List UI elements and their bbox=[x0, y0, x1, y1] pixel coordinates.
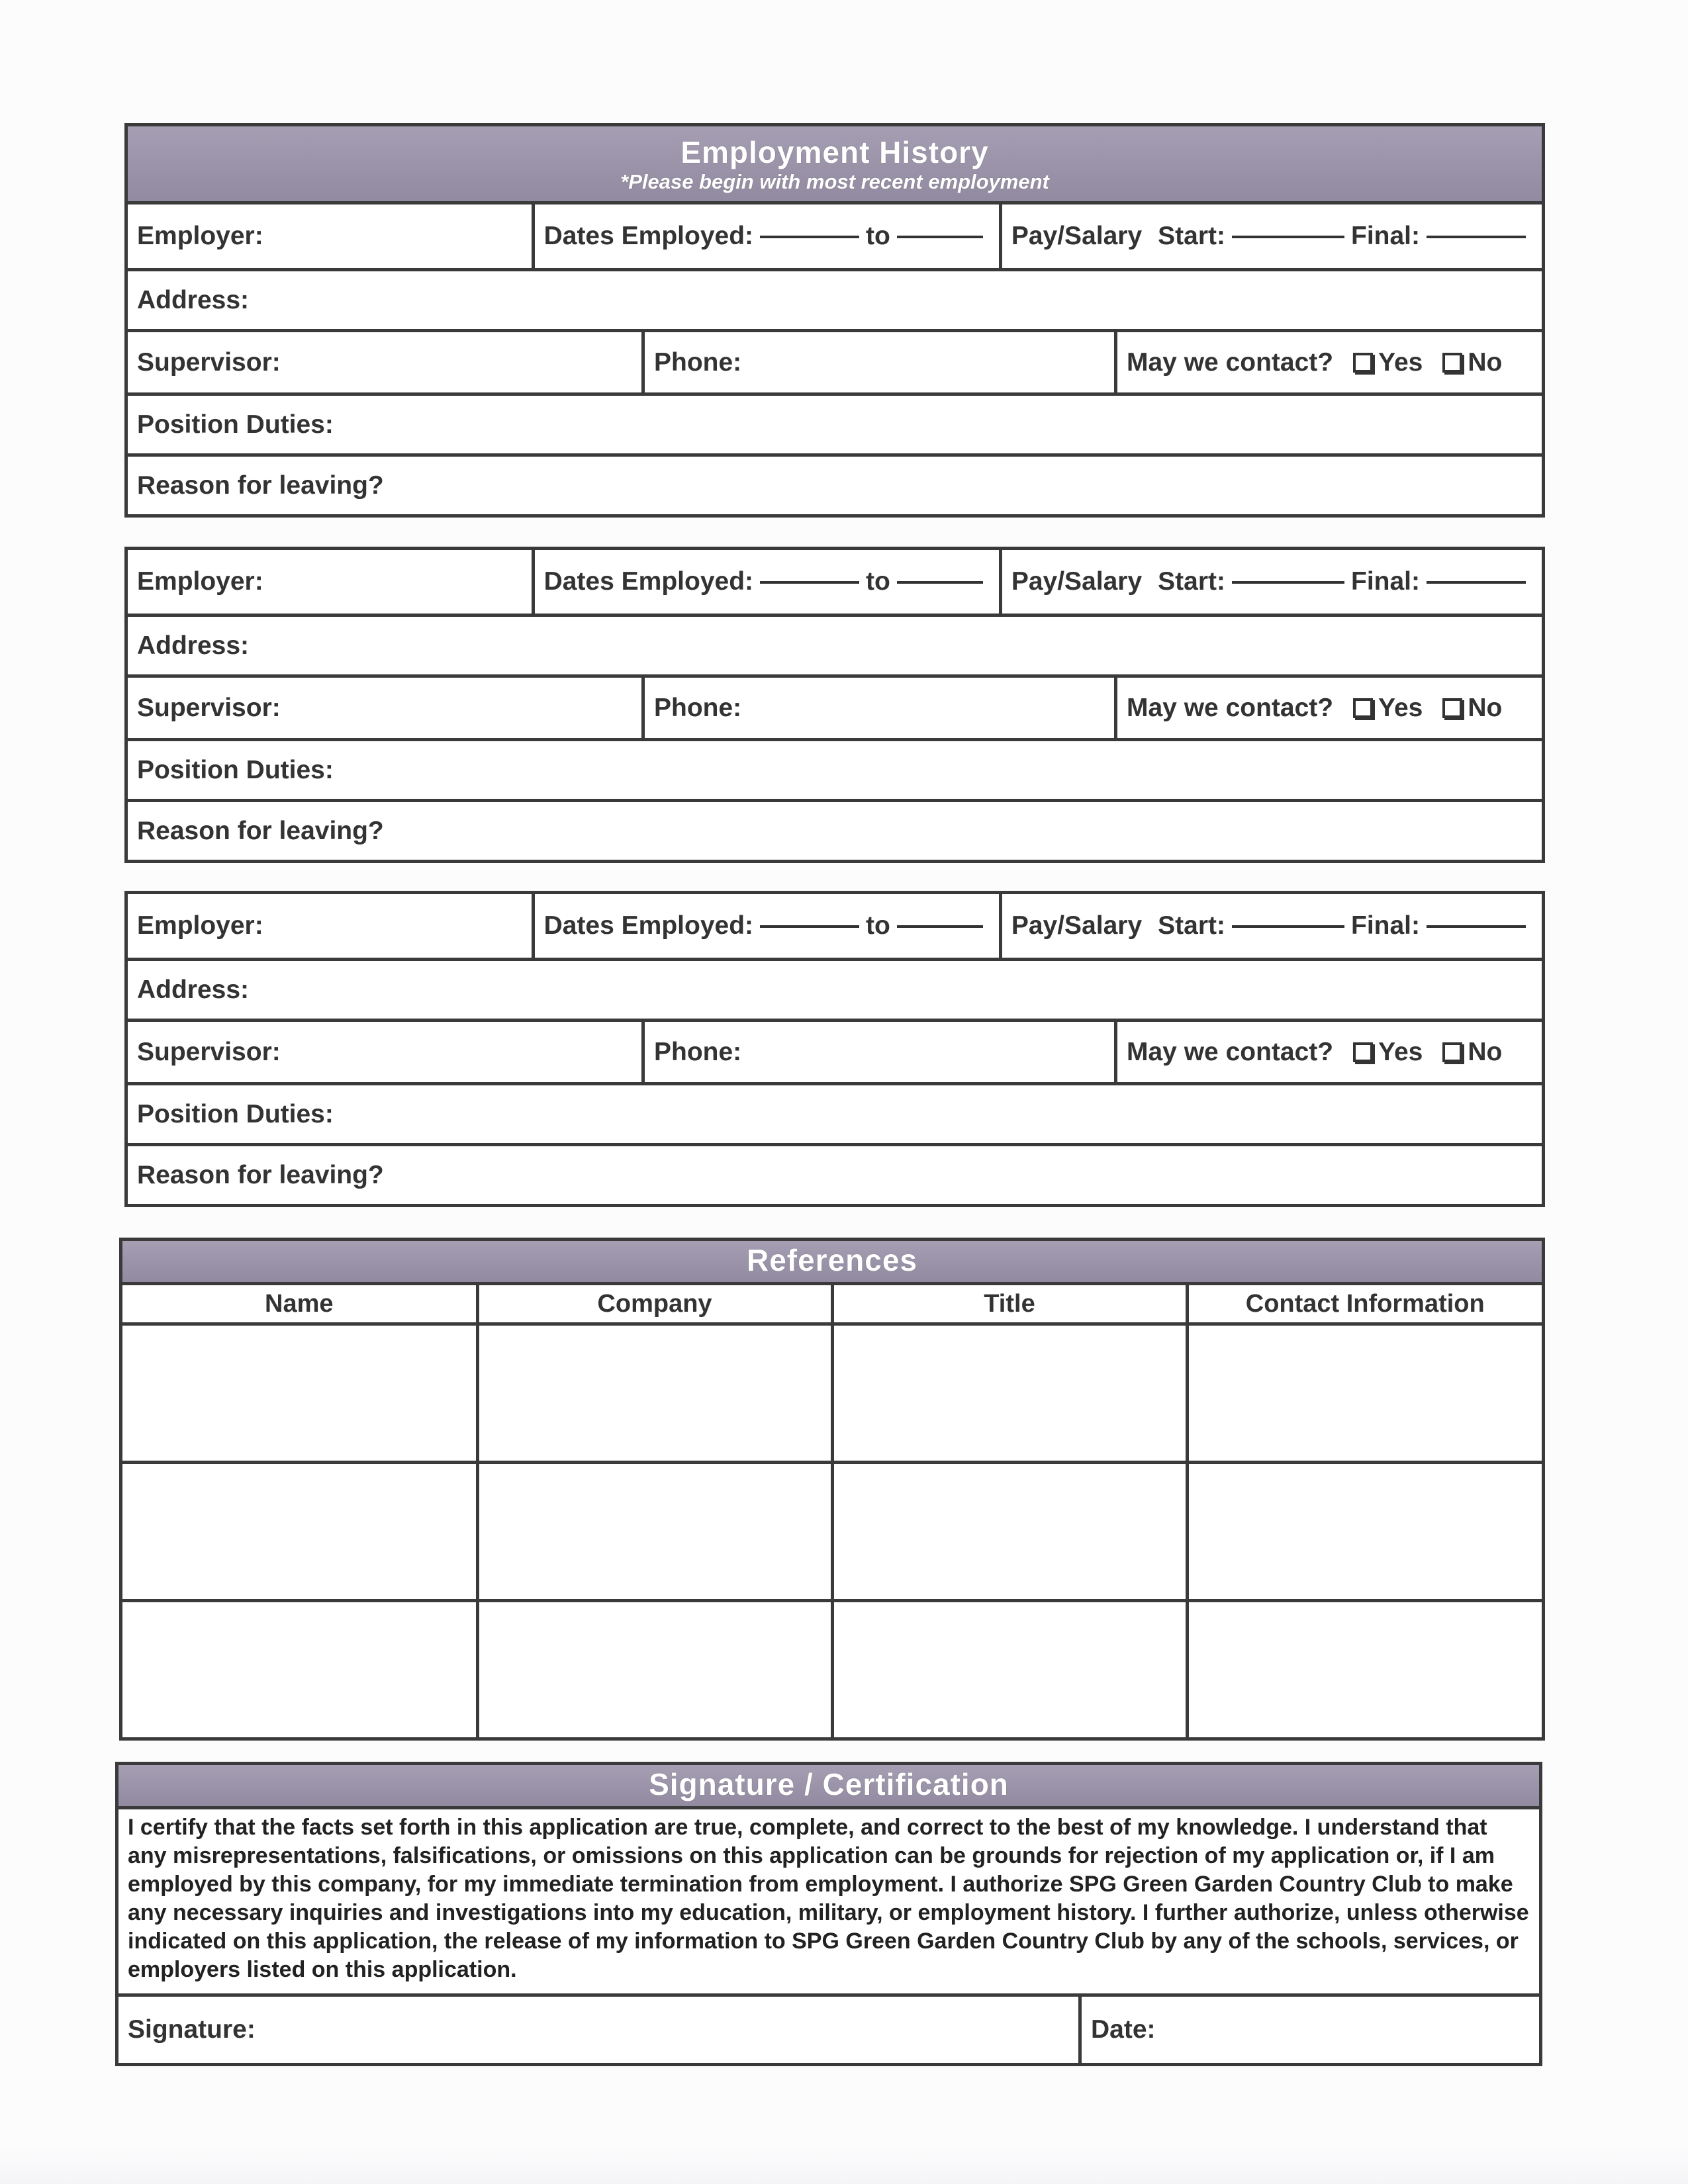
date-from-blank[interactable] bbox=[760, 235, 859, 238]
dates-employed-label: Dates Employed: bbox=[543, 911, 754, 940]
column-header-company: Company bbox=[477, 1285, 832, 1324]
reference-company-cell[interactable] bbox=[477, 1463, 832, 1601]
no-checkbox[interactable] bbox=[1442, 1042, 1462, 1062]
address-label: Address: bbox=[137, 975, 250, 1004]
column-header-contact-information: Contact Information bbox=[1187, 1285, 1542, 1324]
employer-field[interactable] bbox=[128, 550, 532, 614]
signature-label: Signature: bbox=[128, 2015, 256, 2044]
yes-label: Yes bbox=[1378, 347, 1423, 377]
reference-contact-cell[interactable] bbox=[1187, 1463, 1542, 1601]
certification-header bbox=[118, 1765, 1539, 1809]
start-label: Start: bbox=[1158, 911, 1225, 940]
reference-company-cell[interactable] bbox=[477, 1324, 832, 1463]
to-label: to bbox=[866, 911, 890, 940]
reference-row bbox=[122, 1601, 1542, 1738]
address-field[interactable] bbox=[128, 271, 1542, 329]
phone-field[interactable] bbox=[641, 1022, 1114, 1082]
employer-field[interactable] bbox=[128, 894, 532, 958]
start-label: Start: bbox=[1158, 222, 1225, 250]
date-to-blank[interactable] bbox=[897, 235, 983, 238]
employment-block-2 bbox=[124, 547, 1545, 863]
address-label: Address: bbox=[137, 631, 250, 660]
date-field[interactable] bbox=[1078, 1997, 1539, 2063]
yes-checkbox[interactable] bbox=[1353, 353, 1373, 373]
phone-label: Phone: bbox=[654, 347, 742, 377]
position-duties-label: Position Duties: bbox=[137, 410, 334, 439]
pay-salary-field[interactable] bbox=[999, 894, 1542, 958]
no-label: No bbox=[1468, 347, 1503, 377]
yes-checkbox[interactable] bbox=[1353, 1042, 1373, 1062]
may-we-contact-label: May we contact? bbox=[1127, 347, 1334, 377]
employer-label: Employer: bbox=[137, 222, 263, 250]
date-to-blank[interactable] bbox=[897, 580, 983, 584]
supervisor-label: Supervisor: bbox=[137, 1037, 281, 1066]
supervisor-field[interactable] bbox=[128, 678, 641, 738]
column-header-title: Title bbox=[832, 1285, 1187, 1324]
reference-title-cell[interactable] bbox=[832, 1324, 1187, 1463]
phone-field[interactable] bbox=[641, 678, 1114, 738]
employer-label: Employer: bbox=[137, 567, 263, 596]
position-duties-field[interactable] bbox=[128, 396, 1542, 453]
no-label: No bbox=[1468, 1037, 1503, 1066]
supervisor-label: Supervisor: bbox=[137, 693, 281, 722]
to-label: to bbox=[866, 222, 890, 250]
address-field[interactable] bbox=[128, 617, 1542, 674]
reference-name-cell[interactable] bbox=[122, 1463, 477, 1601]
final-pay-blank[interactable] bbox=[1427, 580, 1526, 584]
references-table bbox=[122, 1285, 1542, 1737]
may-we-contact-field bbox=[1114, 678, 1542, 738]
pay-salary-field[interactable] bbox=[999, 550, 1542, 614]
date-label: Date: bbox=[1091, 2015, 1156, 2044]
reference-title-cell[interactable] bbox=[832, 1463, 1187, 1601]
reference-name-cell[interactable] bbox=[122, 1324, 477, 1463]
reason-for-leaving-field[interactable] bbox=[128, 1146, 1542, 1204]
final-pay-blank[interactable] bbox=[1427, 235, 1526, 238]
address-field[interactable] bbox=[128, 961, 1542, 1019]
reason-for-leaving-field[interactable] bbox=[128, 457, 1542, 514]
supervisor-field[interactable] bbox=[128, 1022, 641, 1082]
dates-employed-field[interactable] bbox=[532, 205, 999, 268]
may-we-contact-label: May we contact? bbox=[1127, 1037, 1334, 1066]
column-header-name: Name bbox=[122, 1285, 477, 1324]
yes-label: Yes bbox=[1378, 1037, 1423, 1066]
employment-history-header bbox=[128, 126, 1542, 205]
position-duties-label: Position Duties: bbox=[137, 755, 334, 784]
pay-salary-label: Pay/Salary bbox=[1011, 222, 1143, 250]
yes-checkbox[interactable] bbox=[1353, 698, 1373, 718]
references-header bbox=[122, 1241, 1542, 1285]
may-we-contact-field bbox=[1114, 332, 1542, 392]
no-checkbox[interactable] bbox=[1442, 353, 1462, 373]
employment-history-subtitle: *Please begin with most recent employment bbox=[620, 170, 1049, 193]
reference-row bbox=[122, 1463, 1542, 1601]
may-we-contact-field bbox=[1114, 1022, 1542, 1082]
certification-statement: I certify that the facts set forth in this application are true, complete, and correct to the best of my knowledge. I understand that any misrepresentations, falsifications, or omissions on this application can be grounds for rejection of my application or, if I am employed by this company, for my immediate termination from employment. I authorize SPG Green Garden Country Club to make any necessary inquiries and investigations into my education, military, or employment history. I further authorize, unless otherwise indicated on this application, the release of my information to SPG Green Garden Country Club by any of the schools, services, or employers listed on this application. bbox=[118, 1809, 1539, 1997]
reason-for-leaving-label: Reason for leaving? bbox=[137, 471, 384, 500]
yes-label: Yes bbox=[1378, 693, 1423, 722]
employment-block-3 bbox=[124, 891, 1545, 1207]
final-pay-blank[interactable] bbox=[1427, 925, 1526, 928]
references-section bbox=[119, 1238, 1545, 1741]
supervisor-label: Supervisor: bbox=[137, 347, 281, 377]
to-label: to bbox=[866, 567, 890, 596]
reason-for-leaving-label: Reason for leaving? bbox=[137, 816, 384, 845]
dates-employed-label: Dates Employed: bbox=[543, 567, 754, 596]
references-title: References bbox=[746, 1243, 918, 1277]
reason-for-leaving-field[interactable] bbox=[128, 802, 1542, 860]
start-pay-blank[interactable] bbox=[1232, 235, 1344, 238]
phone-label: Phone: bbox=[654, 693, 742, 722]
signature-field[interactable] bbox=[118, 1997, 1078, 2063]
employer-label: Employer: bbox=[137, 911, 263, 940]
pay-salary-label: Pay/Salary bbox=[1011, 911, 1143, 940]
certification-section bbox=[115, 1762, 1542, 2066]
position-duties-field[interactable] bbox=[128, 1085, 1542, 1143]
date-from-blank[interactable] bbox=[760, 925, 859, 928]
scan-edge bbox=[0, 2144, 1688, 2184]
final-label: Final: bbox=[1351, 911, 1420, 940]
position-duties-label: Position Duties: bbox=[137, 1099, 334, 1128]
position-duties-field[interactable] bbox=[128, 741, 1542, 799]
reference-company-cell[interactable] bbox=[477, 1601, 832, 1738]
pay-salary-field[interactable] bbox=[999, 205, 1542, 268]
supervisor-field[interactable] bbox=[128, 332, 641, 392]
no-checkbox[interactable] bbox=[1442, 698, 1462, 718]
final-label: Final: bbox=[1351, 567, 1420, 596]
certification-title: Signature / Certification bbox=[649, 1767, 1009, 1801]
phone-field[interactable] bbox=[641, 332, 1114, 392]
start-label: Start: bbox=[1158, 567, 1225, 596]
address-label: Address: bbox=[137, 285, 250, 314]
start-pay-blank[interactable] bbox=[1232, 580, 1344, 584]
date-from-blank[interactable] bbox=[760, 580, 859, 584]
reference-row bbox=[122, 1324, 1542, 1463]
dates-employed-field[interactable] bbox=[532, 550, 999, 614]
reference-name-cell[interactable] bbox=[122, 1601, 477, 1738]
may-we-contact-label: May we contact? bbox=[1127, 693, 1334, 722]
employer-field[interactable] bbox=[128, 205, 532, 268]
final-label: Final: bbox=[1351, 222, 1420, 250]
start-pay-blank[interactable] bbox=[1232, 925, 1344, 928]
no-label: No bbox=[1468, 693, 1503, 722]
reason-for-leaving-label: Reason for leaving? bbox=[137, 1160, 384, 1189]
dates-employed-field[interactable] bbox=[532, 894, 999, 958]
reference-contact-cell[interactable] bbox=[1187, 1324, 1542, 1463]
reference-title-cell[interactable] bbox=[832, 1601, 1187, 1738]
employment-history-section bbox=[124, 123, 1545, 518]
date-to-blank[interactable] bbox=[897, 925, 983, 928]
pay-salary-label: Pay/Salary bbox=[1011, 567, 1143, 596]
dates-employed-label: Dates Employed: bbox=[543, 222, 754, 250]
phone-label: Phone: bbox=[654, 1037, 742, 1066]
employment-history-title: Employment History bbox=[680, 135, 989, 169]
reference-contact-cell[interactable] bbox=[1187, 1601, 1542, 1738]
